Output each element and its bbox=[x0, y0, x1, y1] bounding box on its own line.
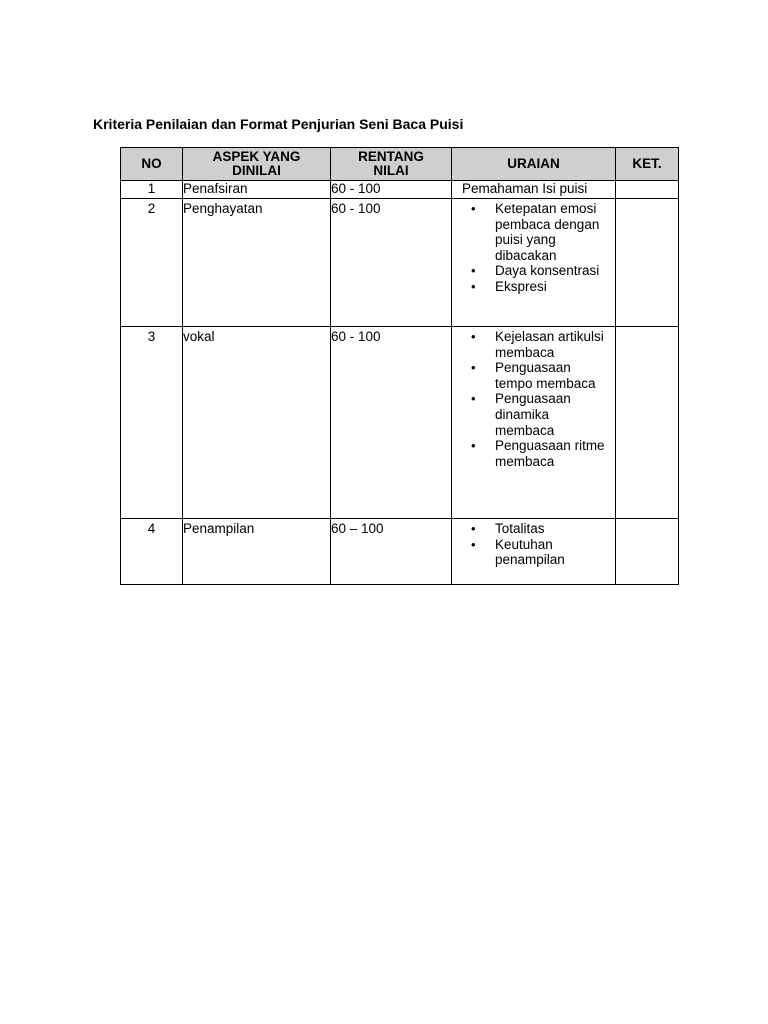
header-uraian: URAIAN bbox=[452, 148, 616, 181]
list-item: • Totalitas bbox=[471, 521, 545, 536]
header-no: NO bbox=[121, 148, 183, 181]
bullet-icon: • bbox=[471, 329, 476, 344]
uraian-bullet-list bbox=[452, 521, 615, 568]
cell-rentang: 60 - 100 bbox=[331, 181, 452, 199]
table-row bbox=[121, 327, 679, 519]
cell-ket bbox=[616, 199, 679, 327]
cell-no: 3 bbox=[121, 327, 183, 519]
cell-ket bbox=[616, 519, 679, 585]
cell-ket bbox=[616, 327, 679, 519]
cell-rentang: 60 – 100 bbox=[331, 519, 452, 585]
header-aspek bbox=[183, 148, 331, 181]
cell-no: 1 bbox=[121, 181, 183, 199]
criteria-table bbox=[120, 147, 679, 585]
cell-aspek: Penghayatan bbox=[183, 199, 331, 327]
cell-uraian bbox=[452, 199, 616, 327]
list-item: • Daya konsentrasi bbox=[471, 263, 600, 279]
header-rentang-line1: RENTANG bbox=[358, 149, 424, 164]
bullet-icon: • bbox=[471, 391, 476, 407]
list-item: • Kejelasan artikulsi membaca bbox=[471, 329, 604, 360]
cell-rentang: 60 - 100 bbox=[331, 199, 452, 327]
cell-uraian bbox=[452, 327, 616, 519]
cell-aspek: vokal bbox=[183, 327, 331, 519]
header-aspek-line1: ASPEK YANG bbox=[212, 149, 301, 164]
table-row bbox=[121, 181, 679, 199]
list-item: • Ekspresi bbox=[471, 278, 547, 294]
bullet-icon: • bbox=[471, 536, 476, 552]
list-item: • Keutuhan penampilan bbox=[471, 536, 565, 568]
uraian-bullet-list bbox=[452, 201, 615, 295]
cell-uraian bbox=[452, 519, 616, 585]
table-row bbox=[121, 519, 679, 585]
table-header-row bbox=[121, 148, 679, 181]
bullet-icon: • bbox=[471, 521, 476, 536]
table-row bbox=[121, 199, 679, 327]
bullet-icon: • bbox=[471, 263, 476, 279]
cell-aspek: Penampilan bbox=[183, 519, 331, 585]
list-item: • Penguasaan ritme membaca bbox=[471, 438, 605, 469]
header-rentang-line2: NILAI bbox=[373, 163, 409, 178]
cell-no: 4 bbox=[121, 519, 183, 585]
header-aspek-line2: DINILAI bbox=[232, 163, 281, 178]
cell-rentang: 60 - 100 bbox=[331, 327, 452, 519]
document-title: Kriteria Penilaian dan Format Penjurian Seni Baca Puisi bbox=[93, 116, 464, 132]
cell-uraian: Pemahaman Isi puisi bbox=[452, 181, 616, 199]
uraian-bullet-list bbox=[452, 329, 615, 469]
bullet-icon: • bbox=[471, 438, 476, 454]
cell-ket bbox=[616, 181, 679, 199]
header-rentang bbox=[331, 148, 452, 181]
bullet-icon: • bbox=[471, 360, 476, 376]
bullet-icon: • bbox=[471, 278, 476, 294]
bullet-icon: • bbox=[471, 201, 476, 216]
cell-no: 2 bbox=[121, 199, 183, 327]
list-item: • Ketepatan emosi pembaca dengan puisi yang dibacakan bbox=[471, 201, 600, 263]
list-item: • Penguasaan dinamika membaca bbox=[471, 391, 571, 438]
header-ket: KET. bbox=[616, 148, 679, 181]
list-item: • Penguasaan tempo membaca bbox=[471, 360, 596, 391]
cell-aspek: Penafsiran bbox=[183, 181, 331, 199]
